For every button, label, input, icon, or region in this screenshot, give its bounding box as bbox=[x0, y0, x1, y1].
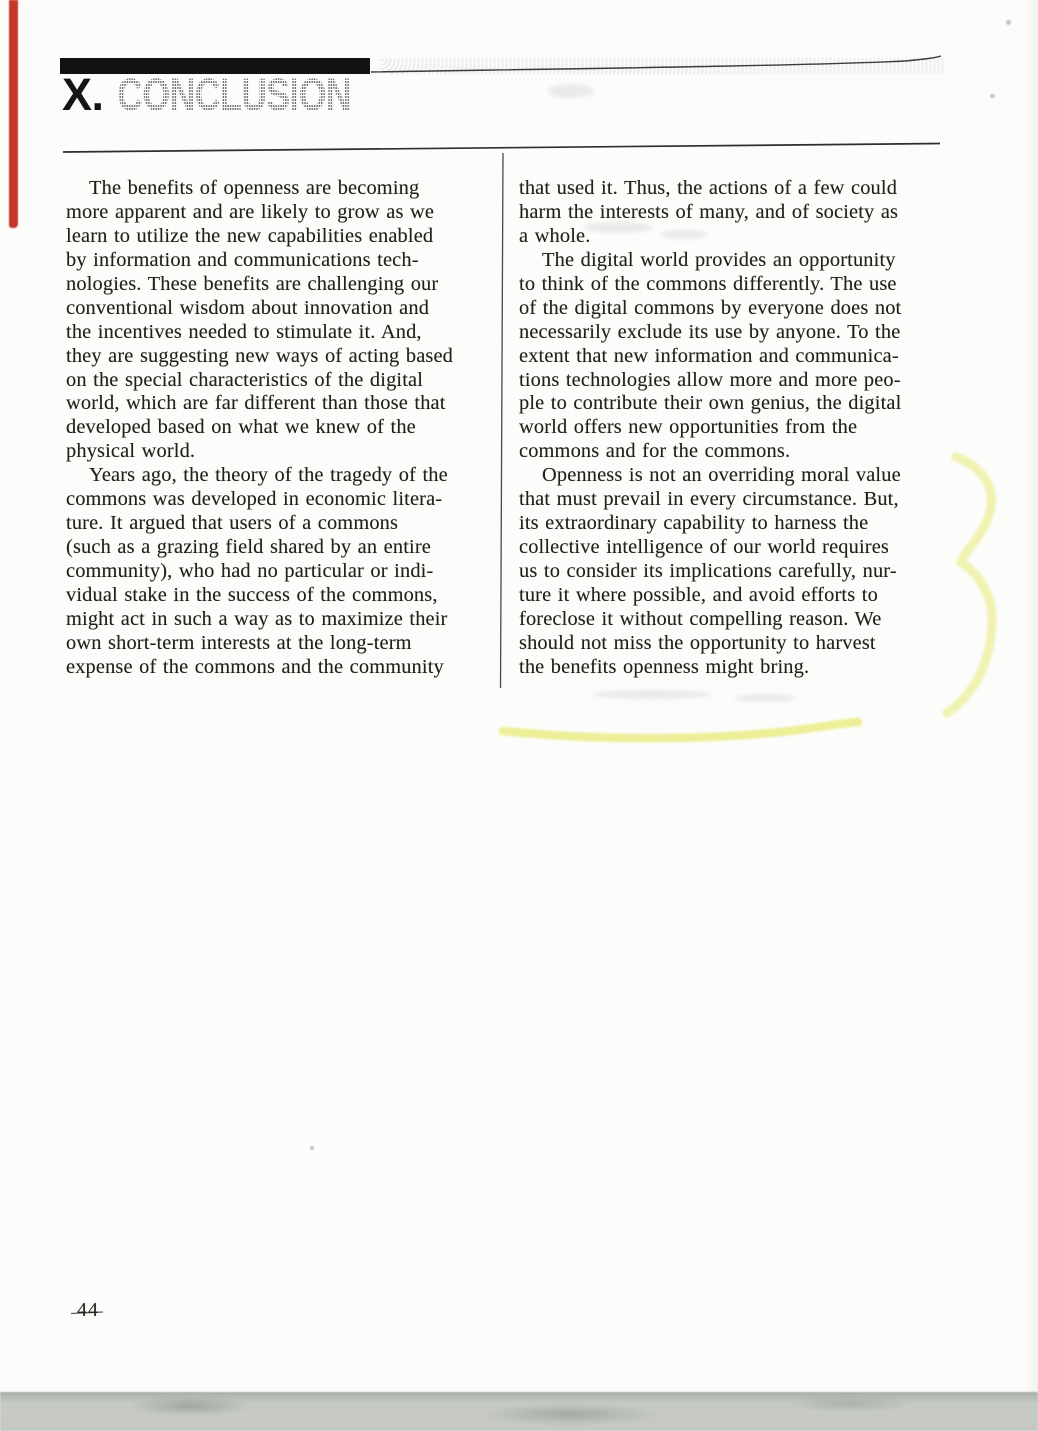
text-line: learn to utilize the new capabilities enabled bbox=[66, 224, 434, 247]
text-line: that used it. Thus, the actions of a few could bbox=[519, 177, 898, 199]
section-number: X. bbox=[62, 69, 104, 120]
text-line: commons was developed in economic litera- bbox=[66, 488, 443, 511]
text-line: they are suggesting new ways of acting based bbox=[66, 344, 454, 367]
section-title-word: CONCLUSION bbox=[116, 69, 351, 120]
text-line: expense of the commons and the community bbox=[66, 655, 444, 678]
text-line: own short-term interests at the long-term bbox=[66, 631, 412, 654]
scan-edge-shade bbox=[1022, 0, 1038, 1431]
text-line: ple to contribute their own genius, the digital bbox=[519, 392, 902, 415]
text-line: of the digital commons by everyone does not bbox=[519, 296, 902, 319]
text-line: Openness is not an overriding moral value bbox=[542, 464, 901, 487]
text-line: that must prevail in every circumstance. But, bbox=[519, 488, 899, 511]
column-divider bbox=[501, 153, 504, 688]
text-line: commons and for the commons. bbox=[519, 440, 791, 463]
text-line: the incentives needed to stimulate it. And, bbox=[66, 320, 422, 343]
header-rule bbox=[63, 144, 940, 153]
highlighter-brace-mark bbox=[947, 457, 992, 713]
text-line: us to consider its implications carefully, nur- bbox=[519, 560, 897, 582]
text-line: The benefits of openness are becoming bbox=[89, 177, 420, 199]
header-diagonal-line bbox=[371, 56, 941, 72]
text-line: ture it where possible, and avoid efforts to bbox=[519, 583, 878, 606]
text-line: The digital world provides an opportunity bbox=[542, 248, 896, 271]
text-line: collective intelligence of our world requires bbox=[519, 536, 890, 559]
text-line: on the special characteristics of the digital bbox=[66, 368, 424, 391]
text-line: developed based on what we knew of the bbox=[66, 416, 416, 439]
text-line: a whole. bbox=[519, 224, 591, 247]
text-line: by information and communications tech- bbox=[66, 248, 419, 271]
text-line: should not miss the opportunity to harvest bbox=[519, 631, 876, 654]
text-line: community), who had no particular or indi- bbox=[66, 560, 434, 582]
text-line: nologies. These benefits are challenging our bbox=[66, 272, 439, 295]
text-line: conventional wisdom about innovation and bbox=[66, 296, 430, 319]
text-line: physical world. bbox=[66, 440, 196, 463]
text-line: to think of the commons differently. The use bbox=[519, 272, 897, 295]
highlighter-swoosh-mark bbox=[503, 722, 858, 738]
text-line: necessarily exclude its use by anyone. To the bbox=[519, 320, 901, 343]
text-line: might act in such a way as to maximize their bbox=[66, 607, 448, 630]
text-line: extent that new information and communica- bbox=[519, 344, 899, 367]
text-line: vidual stake in the success of the commons, bbox=[66, 583, 438, 606]
text-line: the benefits openness might bring. bbox=[519, 655, 810, 678]
text-line: more apparent and are likely to grow as we bbox=[66, 200, 435, 223]
text-column-left bbox=[66, 177, 498, 680]
text-line: Years ago, the theory of the tragedy of the bbox=[89, 464, 448, 487]
text-column-right bbox=[519, 177, 951, 680]
text-line: (such as a grazing field shared by an entire bbox=[66, 536, 431, 559]
text-line: harm the interests of many, and of society as bbox=[519, 200, 899, 223]
text-line: foreclose it without compelling reason. We bbox=[519, 607, 882, 630]
text-line: tions technologies allow more and more peo- bbox=[519, 368, 901, 391]
page-number: 44 bbox=[77, 1299, 99, 1321]
text-line: world offers new opportunities from the bbox=[519, 416, 858, 439]
text-line: ture. It argued that users of a commons bbox=[66, 512, 399, 535]
text-line: its extraordinary capability to harness the bbox=[519, 512, 869, 535]
scanner-edge-bar bbox=[0, 1392, 1038, 1431]
text-line: world, which are far different than those that bbox=[66, 392, 446, 415]
